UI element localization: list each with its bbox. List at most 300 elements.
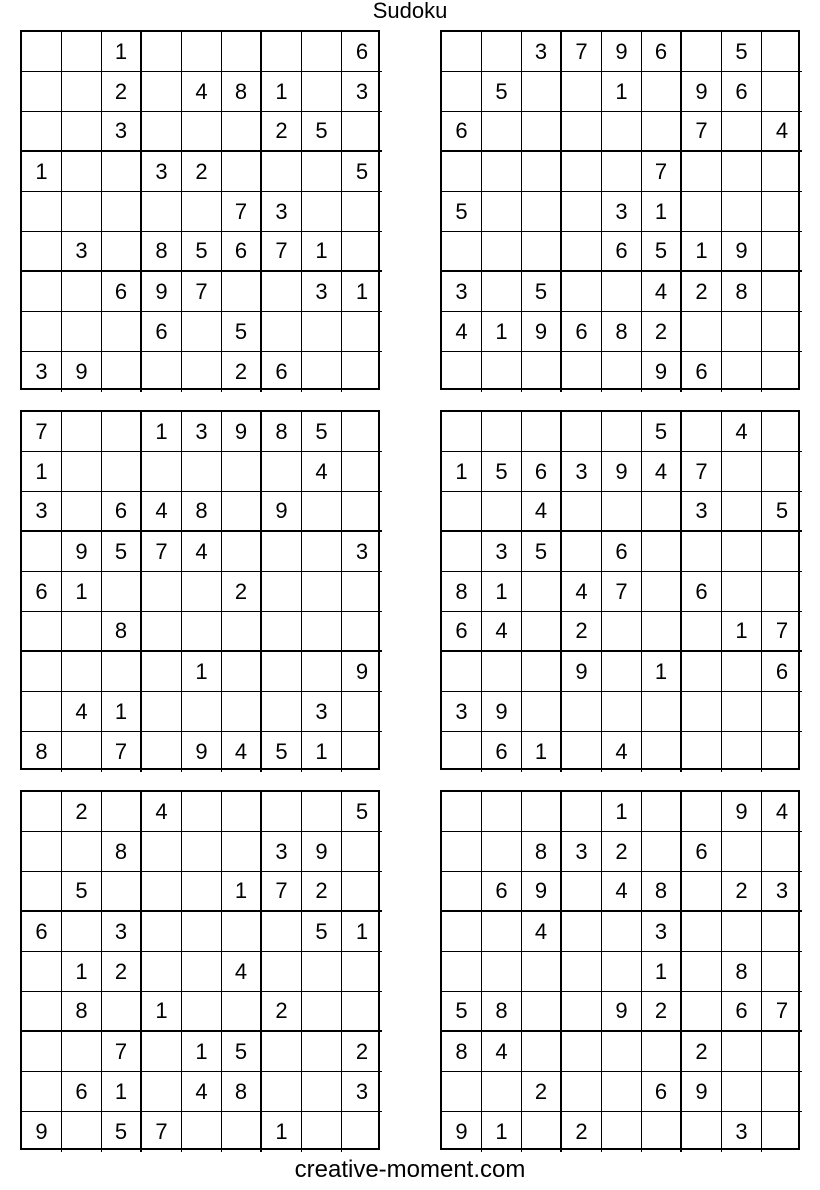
sudoku-cell: 2 xyxy=(722,872,762,912)
sudoku-cell: 1 xyxy=(482,1112,522,1152)
sudoku-cell: 1 xyxy=(642,652,682,692)
sudoku-cell xyxy=(482,112,522,152)
sudoku-cell xyxy=(562,872,602,912)
sudoku-cell xyxy=(22,272,62,312)
sudoku-cell xyxy=(762,572,802,612)
sudoku-cell xyxy=(682,872,722,912)
sudoku-cell xyxy=(342,492,382,532)
sudoku-cell xyxy=(342,232,382,272)
sudoku-cell xyxy=(722,832,762,872)
sudoku-cell xyxy=(642,692,682,732)
sudoku-cell: 5 xyxy=(642,412,682,452)
sudoku-cell: 6 xyxy=(562,312,602,352)
sudoku-cell xyxy=(342,612,382,652)
sudoku-cell xyxy=(222,152,262,192)
sudoku-cell: 2 xyxy=(62,792,102,832)
sudoku-cell xyxy=(442,732,482,772)
sudoku-cell: 1 xyxy=(22,452,62,492)
sudoku-cell xyxy=(182,872,222,912)
sudoku-cell: 7 xyxy=(262,232,302,272)
sudoku-cell xyxy=(522,112,562,152)
sudoku-cell xyxy=(522,652,562,692)
sudoku-cell: 4 xyxy=(642,452,682,492)
sudoku-cell: 1 xyxy=(482,312,522,352)
sudoku-cell xyxy=(62,112,102,152)
sudoku-cell xyxy=(682,192,722,232)
sudoku-cell: 1 xyxy=(642,192,682,232)
sudoku-cell xyxy=(762,952,802,992)
sudoku-cell: 3 xyxy=(102,112,142,152)
sudoku-cell: 3 xyxy=(62,232,102,272)
sudoku-cell: 9 xyxy=(682,1072,722,1112)
sudoku-cell xyxy=(62,72,102,112)
sudoku-cell xyxy=(642,572,682,612)
sudoku-cell xyxy=(142,692,182,732)
sudoku-cell: 1 xyxy=(602,72,642,112)
sudoku-cell: 6 xyxy=(682,832,722,872)
sudoku-cell: 6 xyxy=(762,652,802,692)
sudoku-cell xyxy=(182,352,222,392)
sudoku-cell: 8 xyxy=(22,732,62,772)
sudoku-cell: 4 xyxy=(482,1032,522,1072)
sudoku-cell: 2 xyxy=(602,832,642,872)
sudoku-cell xyxy=(342,872,382,912)
sudoku-cell: 3 xyxy=(342,532,382,572)
sudoku-cell xyxy=(142,912,182,952)
sudoku-cell xyxy=(142,32,182,72)
sudoku-cell: 6 xyxy=(342,32,382,72)
sudoku-cell xyxy=(102,572,142,612)
sudoku-cell xyxy=(642,492,682,532)
sudoku-cell xyxy=(682,692,722,732)
sudoku-cell: 9 xyxy=(62,352,102,392)
sudoku-cell: 6 xyxy=(722,992,762,1032)
sudoku-cell: 1 xyxy=(142,412,182,452)
sudoku-cell: 9 xyxy=(442,1112,482,1152)
sudoku-cell: 8 xyxy=(642,872,682,912)
sudoku-cell: 7 xyxy=(602,572,642,612)
sudoku-cell xyxy=(302,352,342,392)
sudoku-cell: 9 xyxy=(522,872,562,912)
sudoku-cell: 6 xyxy=(142,312,182,352)
sudoku-cell xyxy=(602,952,642,992)
sudoku-cell xyxy=(302,32,342,72)
sudoku-cell: 4 xyxy=(602,732,642,772)
sudoku-cell: 2 xyxy=(682,1032,722,1072)
sudoku-cell xyxy=(682,652,722,692)
sudoku-cell: 8 xyxy=(222,1072,262,1112)
sudoku-cell xyxy=(522,692,562,732)
sudoku-cell: 3 xyxy=(342,72,382,112)
sudoku-cell xyxy=(102,452,142,492)
sudoku-cell xyxy=(142,652,182,692)
sudoku-cell xyxy=(682,792,722,832)
sudoku-cell xyxy=(722,652,762,692)
sudoku-cell: 9 xyxy=(722,232,762,272)
sudoku-cell: 5 xyxy=(302,412,342,452)
sudoku-cell xyxy=(562,952,602,992)
sudoku-cell xyxy=(722,492,762,532)
sudoku-cell: 5 xyxy=(302,912,342,952)
sudoku-cell xyxy=(442,952,482,992)
sudoku-cell xyxy=(262,272,302,312)
sudoku-cell: 1 xyxy=(442,452,482,492)
sudoku-cell: 9 xyxy=(302,832,342,872)
sudoku-cell: 6 xyxy=(62,1072,102,1112)
sudoku-puzzle-5 xyxy=(20,790,380,1150)
sudoku-cell xyxy=(182,312,222,352)
sudoku-cell: 1 xyxy=(602,792,642,832)
sudoku-cell xyxy=(182,912,222,952)
sudoku-cell xyxy=(342,572,382,612)
sudoku-cell xyxy=(342,992,382,1032)
sudoku-cell: 1 xyxy=(642,952,682,992)
sudoku-puzzle-6 xyxy=(440,790,800,1150)
sudoku-cell xyxy=(682,32,722,72)
sudoku-cell: 5 xyxy=(522,272,562,312)
sudoku-cell xyxy=(302,532,342,572)
sudoku-cell xyxy=(262,152,302,192)
sudoku-cell xyxy=(142,572,182,612)
sudoku-cell xyxy=(222,992,262,1032)
sudoku-cell: 6 xyxy=(262,352,302,392)
sudoku-cell xyxy=(642,732,682,772)
sudoku-cell: 1 xyxy=(62,572,102,612)
sudoku-cell xyxy=(722,732,762,772)
sudoku-cell xyxy=(442,412,482,452)
sudoku-cell xyxy=(182,952,222,992)
sudoku-cell xyxy=(482,232,522,272)
sudoku-cell xyxy=(302,492,342,532)
sudoku-cell xyxy=(302,612,342,652)
sudoku-cell xyxy=(222,692,262,732)
sudoku-cell xyxy=(602,412,642,452)
sudoku-cell: 6 xyxy=(482,732,522,772)
sudoku-cell xyxy=(682,912,722,952)
sudoku-cell xyxy=(142,872,182,912)
sudoku-cell xyxy=(762,312,802,352)
sudoku-cell xyxy=(222,532,262,572)
sudoku-cell: 4 xyxy=(302,452,342,492)
sudoku-cell xyxy=(562,792,602,832)
sudoku-cell: 3 xyxy=(442,272,482,312)
sudoku-cell xyxy=(22,692,62,732)
sudoku-cell xyxy=(642,112,682,152)
sudoku-cell: 9 xyxy=(722,792,762,832)
sudoku-cell: 4 xyxy=(222,732,262,772)
sudoku-cell: 6 xyxy=(642,32,682,72)
sudoku-cell: 5 xyxy=(442,992,482,1032)
sudoku-cell xyxy=(302,1112,342,1152)
sudoku-cell xyxy=(562,232,602,272)
sudoku-cell: 5 xyxy=(182,232,222,272)
sudoku-cell xyxy=(182,612,222,652)
sudoku-cell: 6 xyxy=(602,532,642,572)
sudoku-cell xyxy=(562,912,602,952)
sudoku-puzzle-3 xyxy=(20,410,380,770)
sudoku-cell: 8 xyxy=(102,832,142,872)
sudoku-cell xyxy=(602,492,642,532)
sudoku-cell xyxy=(62,452,102,492)
sudoku-cell xyxy=(762,352,802,392)
sudoku-cell xyxy=(442,492,482,532)
sudoku-cell xyxy=(62,312,102,352)
sudoku-cell xyxy=(302,652,342,692)
sudoku-cell xyxy=(682,952,722,992)
sudoku-cell xyxy=(142,112,182,152)
sudoku-cell xyxy=(302,992,342,1032)
sudoku-cell: 4 xyxy=(142,492,182,532)
sudoku-cell: 6 xyxy=(722,72,762,112)
sudoku-cell: 9 xyxy=(62,532,102,572)
sudoku-cell xyxy=(442,152,482,192)
sudoku-cell: 5 xyxy=(222,1032,262,1072)
sudoku-cell xyxy=(22,652,62,692)
sudoku-cell xyxy=(682,992,722,1032)
sudoku-cell xyxy=(182,1112,222,1152)
sudoku-cell xyxy=(62,732,102,772)
sudoku-cell: 6 xyxy=(102,492,142,532)
sudoku-cell xyxy=(482,652,522,692)
sudoku-cell: 4 xyxy=(562,572,602,612)
sudoku-cell xyxy=(222,912,262,952)
sudoku-cell xyxy=(342,732,382,772)
sudoku-cell xyxy=(522,792,562,832)
sudoku-cell: 4 xyxy=(762,792,802,832)
sudoku-cell xyxy=(182,572,222,612)
sudoku-cell: 5 xyxy=(762,492,802,532)
sudoku-cell xyxy=(602,272,642,312)
sudoku-cell: 3 xyxy=(682,492,722,532)
sudoku-cell xyxy=(762,272,802,312)
sudoku-cell xyxy=(762,732,802,772)
sudoku-cell: 3 xyxy=(102,912,142,952)
sudoku-cell: 7 xyxy=(142,532,182,572)
sudoku-cell: 4 xyxy=(602,872,642,912)
sudoku-cell: 1 xyxy=(62,952,102,992)
sudoku-cell xyxy=(182,112,222,152)
sudoku-cell xyxy=(22,232,62,272)
sudoku-cell xyxy=(22,952,62,992)
sudoku-cell xyxy=(722,152,762,192)
sudoku-cell: 1 xyxy=(102,1072,142,1112)
sudoku-cell: 5 xyxy=(642,232,682,272)
sudoku-cell xyxy=(762,1032,802,1072)
sudoku-cell: 5 xyxy=(302,112,342,152)
sudoku-cell: 4 xyxy=(482,612,522,652)
sudoku-cell xyxy=(142,732,182,772)
sudoku-cell: 2 xyxy=(102,72,142,112)
sudoku-cell xyxy=(522,192,562,232)
sudoku-cell: 7 xyxy=(682,452,722,492)
sudoku-cell: 8 xyxy=(602,312,642,352)
sudoku-cell: 1 xyxy=(262,1112,302,1152)
sudoku-cell xyxy=(342,412,382,452)
sudoku-cell: 1 xyxy=(22,152,62,192)
sudoku-cell: 5 xyxy=(62,872,102,912)
sudoku-cell xyxy=(182,452,222,492)
sudoku-cell xyxy=(142,952,182,992)
sudoku-cell: 2 xyxy=(262,112,302,152)
sudoku-cell xyxy=(562,272,602,312)
sudoku-cell: 3 xyxy=(642,912,682,952)
sudoku-cell: 7 xyxy=(682,112,722,152)
sudoku-cell xyxy=(522,572,562,612)
sudoku-cell: 1 xyxy=(302,232,342,272)
sudoku-cell xyxy=(262,1072,302,1112)
sudoku-cell: 7 xyxy=(102,732,142,772)
sudoku-cell: 3 xyxy=(442,692,482,732)
sudoku-cell xyxy=(762,532,802,572)
sudoku-cell xyxy=(722,692,762,732)
sudoku-cell xyxy=(482,952,522,992)
sudoku-cell xyxy=(182,792,222,832)
sudoku-cell: 7 xyxy=(22,412,62,452)
sudoku-cell: 1 xyxy=(482,572,522,612)
sudoku-cell xyxy=(342,1112,382,1152)
sudoku-cell: 8 xyxy=(722,952,762,992)
sudoku-cell xyxy=(342,192,382,232)
sudoku-cell xyxy=(522,612,562,652)
sudoku-cell xyxy=(22,72,62,112)
sudoku-cell xyxy=(62,832,102,872)
sudoku-cell xyxy=(62,612,102,652)
sudoku-cell xyxy=(482,792,522,832)
sudoku-cell xyxy=(562,492,602,532)
sudoku-cell: 3 xyxy=(482,532,522,572)
sudoku-cell xyxy=(562,112,602,152)
sudoku-cell xyxy=(762,412,802,452)
sudoku-cell: 6 xyxy=(522,452,562,492)
sudoku-cell: 4 xyxy=(182,72,222,112)
sudoku-cell xyxy=(262,612,302,652)
sudoku-cell: 9 xyxy=(482,692,522,732)
sudoku-cell xyxy=(562,152,602,192)
sudoku-cell xyxy=(522,352,562,392)
sudoku-cell xyxy=(62,32,102,72)
sudoku-cell xyxy=(222,452,262,492)
sudoku-cell xyxy=(262,692,302,732)
sudoku-cell xyxy=(642,532,682,572)
sudoku-cell xyxy=(482,192,522,232)
sudoku-cell: 3 xyxy=(342,1072,382,1112)
sudoku-cell xyxy=(482,272,522,312)
sudoku-puzzle-2 xyxy=(440,30,800,390)
sudoku-cell: 5 xyxy=(342,152,382,192)
sudoku-cell xyxy=(22,192,62,232)
sudoku-cell: 1 xyxy=(182,1032,222,1072)
sudoku-cell: 6 xyxy=(602,232,642,272)
sudoku-cell xyxy=(102,192,142,232)
sudoku-cell xyxy=(142,832,182,872)
sudoku-cell xyxy=(62,1112,102,1152)
sudoku-cell: 8 xyxy=(142,232,182,272)
sudoku-cell xyxy=(762,452,802,492)
sudoku-cell xyxy=(642,1032,682,1072)
sudoku-cell xyxy=(522,72,562,112)
sudoku-cell xyxy=(562,352,602,392)
sudoku-cell xyxy=(562,1032,602,1072)
sudoku-cell: 2 xyxy=(302,872,342,912)
sudoku-cell: 9 xyxy=(22,1112,62,1152)
sudoku-cell xyxy=(222,32,262,72)
sudoku-cell xyxy=(642,72,682,112)
sudoku-cell xyxy=(142,72,182,112)
sudoku-cell xyxy=(762,72,802,112)
sudoku-cell xyxy=(482,152,522,192)
sudoku-cell xyxy=(182,192,222,232)
sudoku-cell: 7 xyxy=(182,272,222,312)
sudoku-cell: 6 xyxy=(22,572,62,612)
sudoku-cell: 2 xyxy=(222,352,262,392)
sudoku-cell xyxy=(442,352,482,392)
sudoku-cell xyxy=(562,1072,602,1112)
page-title: Sudoku xyxy=(372,0,448,23)
sudoku-cell: 6 xyxy=(682,352,722,392)
sudoku-cell xyxy=(222,792,262,832)
sudoku-cell xyxy=(602,692,642,732)
sudoku-cell xyxy=(262,312,302,352)
sudoku-cell: 8 xyxy=(62,992,102,1032)
sudoku-cell: 6 xyxy=(222,232,262,272)
sudoku-cell: 1 xyxy=(262,72,302,112)
sudoku-cell xyxy=(522,992,562,1032)
sudoku-cell xyxy=(602,1072,642,1112)
sudoku-cell xyxy=(222,112,262,152)
sudoku-cell: 9 xyxy=(342,652,382,692)
sudoku-cell xyxy=(522,412,562,452)
sudoku-puzzle-4 xyxy=(440,410,800,770)
sudoku-cell: 3 xyxy=(22,492,62,532)
sudoku-cell: 3 xyxy=(22,352,62,392)
sudoku-cell xyxy=(22,612,62,652)
sudoku-cell xyxy=(602,1112,642,1152)
sudoku-cell xyxy=(102,312,142,352)
sudoku-cell: 8 xyxy=(442,572,482,612)
sudoku-cell: 3 xyxy=(562,452,602,492)
sudoku-cell xyxy=(342,312,382,352)
sudoku-cell: 2 xyxy=(682,272,722,312)
sudoku-cell: 1 xyxy=(682,232,722,272)
sudoku-cell xyxy=(142,452,182,492)
sudoku-cell: 7 xyxy=(642,152,682,192)
sudoku-cell xyxy=(342,452,382,492)
sudoku-cell xyxy=(762,1112,802,1152)
sudoku-cell xyxy=(682,532,722,572)
sudoku-cell xyxy=(562,412,602,452)
sudoku-cell xyxy=(262,532,302,572)
sudoku-cell xyxy=(562,732,602,772)
sudoku-cell: 3 xyxy=(722,1112,762,1152)
sudoku-cell: 1 xyxy=(102,692,142,732)
sudoku-cell xyxy=(102,232,142,272)
sudoku-cell: 3 xyxy=(262,192,302,232)
sudoku-cell: 5 xyxy=(442,192,482,232)
sudoku-cell: 3 xyxy=(522,32,562,72)
sudoku-cell: 4 xyxy=(222,952,262,992)
sudoku-cell xyxy=(682,732,722,772)
sudoku-cell xyxy=(762,192,802,232)
sudoku-cell xyxy=(722,532,762,572)
sudoku-cell xyxy=(182,992,222,1032)
sudoku-cell xyxy=(602,352,642,392)
sudoku-cell xyxy=(62,1032,102,1072)
sudoku-cell xyxy=(302,1072,342,1112)
sudoku-cell: 2 xyxy=(262,992,302,1032)
sudoku-cell: 8 xyxy=(722,272,762,312)
sudoku-cell xyxy=(762,152,802,192)
sudoku-cell: 2 xyxy=(562,1112,602,1152)
